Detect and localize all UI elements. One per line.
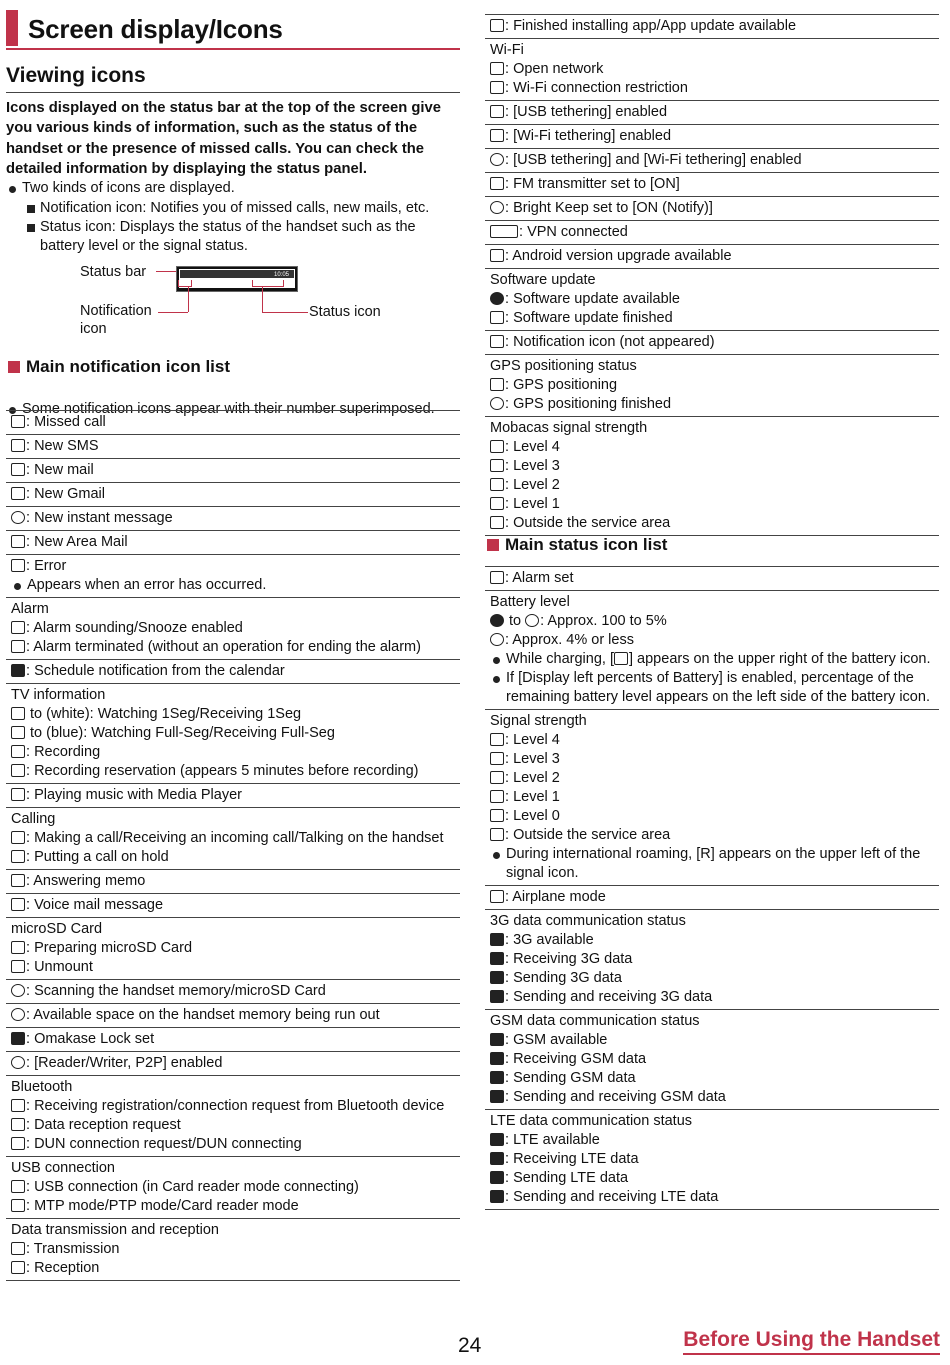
chat-icon [11, 511, 25, 524]
3g-icon [490, 952, 504, 965]
status-bar-image [176, 266, 298, 292]
usb-tethering-icon [490, 105, 504, 118]
notification-icon-table [6, 410, 460, 1281]
table-row: GSM data communication status : GSM available : Receiving GSM data : Sending GSM data : Sending and receiving GSM data [485, 1010, 939, 1110]
answering-memo-icon [11, 874, 25, 887]
table-row: : Alarm set [485, 567, 939, 591]
tv-icon [11, 726, 25, 739]
table-row: : [USB tethering] and [Wi-Fi tethering] enabled [485, 149, 939, 173]
footer-link[interactable]: Before Using the Handset [683, 1328, 940, 1355]
gsm-icon [490, 1052, 504, 1065]
status-bar-time: 10:05 [273, 272, 289, 278]
table-row: : Voice mail message [6, 894, 460, 918]
notification-icon-label: Notification icon [80, 303, 152, 337]
table-row: Mobacas signal strength : Level 4 : Level 3 : Level 2 : Level 1 : Outside the service area [485, 417, 939, 536]
table-row: : FM transmitter set to [ON] [485, 173, 939, 197]
table-row: : Playing music with Media Player [6, 784, 460, 808]
3g-icon [490, 971, 504, 984]
gsm-icon [490, 1090, 504, 1103]
status-icon-table [485, 566, 939, 1210]
table-row: : New SMS [6, 435, 460, 459]
notification-list-note: Some notification icons appear with their number superimposed. [6, 400, 476, 419]
airplane-icon [490, 890, 504, 903]
table-row: : New mail [6, 459, 460, 483]
page-title-text: Screen display/Icons [28, 14, 283, 44]
music-icon [11, 788, 25, 801]
usb-icon [11, 1199, 25, 1212]
signal-icon [490, 790, 504, 803]
fm-transmitter-icon [490, 177, 504, 190]
signal-out-icon [490, 828, 504, 841]
status-list-heading: Main status icon list [487, 535, 667, 555]
usb-icon [11, 1180, 25, 1193]
bluetooth-dun-icon [11, 1137, 25, 1150]
table-row: : Notification icon (not appeared) [485, 331, 939, 355]
sd-card-unmount-icon [11, 960, 25, 973]
bullet-two-kinds: Two kinds of icons are displayed. [6, 179, 476, 198]
missed-call-icon [11, 415, 25, 428]
lte-icon [490, 1171, 504, 1184]
3g-icon [490, 990, 504, 1003]
android-upgrade-icon [490, 249, 504, 262]
list-item: Status icon: Displays the status of the handset such as the battery level or the signal status. [26, 218, 458, 256]
table-row: : New Area Mail [6, 531, 460, 555]
calendar-icon [11, 664, 25, 677]
scan-icon [11, 984, 25, 997]
table-row: : [Reader/Writer, P2P] enabled [6, 1052, 460, 1076]
app-update-icon [490, 19, 504, 32]
table-row: GPS positioning status : GPS positioning : GPS positioning finished [485, 355, 939, 417]
table-row: : Android version upgrade available [485, 245, 939, 269]
bright-keep-icon [490, 201, 504, 214]
bluetooth-data-icon [11, 1118, 25, 1131]
section-heading: Viewing icons [6, 64, 460, 93]
table-row: Battery level to : Approx. 100 to 5% : Approx. 4% or less While charging, [ ] appears on the upper right of the battery icon. If [Display left percents of Battery] is enabled, percentage of the remaining battery level appears on the left side of the battery icon. [485, 591, 939, 710]
left-column [6, 0, 460, 1276]
gsm-icon [490, 1033, 504, 1046]
table-row: microSD Card : Preparing microSD Card : Unmount [6, 918, 460, 980]
table-row: : New Gmail [6, 483, 460, 507]
table-row: : Scanning the handset memory/microSD Card [6, 980, 460, 1004]
mobacas-signal-icon [490, 478, 504, 491]
software-update-done-icon [490, 311, 504, 324]
table-row: : Answering memo [6, 870, 460, 894]
software-update-icon [490, 292, 504, 305]
record-reservation-icon [11, 764, 25, 777]
table-row: : Schedule notification from the calendar [6, 660, 460, 684]
icon-kind-list [26, 199, 458, 256]
lte-icon [490, 1190, 504, 1203]
title-accent-bar [6, 10, 18, 46]
status-bar-label: Status bar [80, 264, 147, 280]
alarm-off-icon [11, 640, 25, 653]
charging-icon [614, 652, 628, 665]
mail-icon [11, 463, 25, 476]
battery-low-icon [490, 633, 504, 646]
bluetooth-icon [11, 1099, 25, 1112]
notification-list-heading: Main notification icon list [8, 357, 230, 377]
callout-line [158, 312, 188, 313]
lte-icon [490, 1133, 504, 1146]
table-row: : [Wi-Fi tethering] enabled [485, 125, 939, 149]
table-row: : Airplane mode [485, 886, 939, 910]
gmail-icon [11, 487, 25, 500]
voicemail-icon [11, 898, 25, 911]
sms-icon [11, 439, 25, 452]
wifi-icon [490, 62, 504, 75]
record-icon [11, 745, 25, 758]
mobacas-signal-icon [490, 459, 504, 472]
signal-icon [490, 809, 504, 822]
notification-bracket [178, 280, 192, 287]
list-item: Notification icon: Notifies you of missed calls, new mails, etc. [26, 199, 458, 218]
plus-icon [490, 335, 504, 348]
lte-icon [490, 1152, 504, 1165]
gps-icon [490, 378, 504, 391]
table-row: USB connection : USB connection (in Card reader mode connecting) : MTP mode/PTP mode/Card reader mode [6, 1157, 460, 1219]
status-bracket [252, 280, 284, 287]
sd-card-icon [11, 941, 25, 954]
storage-low-icon [11, 1008, 25, 1021]
table-row: 3G data communication status : 3G available : Receiving 3G data : Sending 3G data : Sending and receiving 3G data [485, 910, 939, 1010]
nfc-icon [11, 1056, 25, 1069]
signal-icon [490, 733, 504, 746]
mobacas-signal-icon [490, 440, 504, 453]
tv-icon [11, 707, 25, 720]
wifi-tethering-icon [490, 129, 504, 142]
wifi-restricted-icon [490, 81, 504, 94]
notification-icon-table-continued [485, 14, 939, 536]
warning-icon [11, 559, 25, 572]
callout-line [188, 286, 189, 312]
table-row: Calling : Making a call/Receiving an incoming call/Talking on the handset : Putting a call on hold [6, 808, 460, 870]
alarm-icon [11, 621, 25, 634]
table-row: Signal strength : Level 4 : Level 3 : Level 2 : Level 1 : Level 0 : Outside the service area During international roaming, [R] appears on the upper left of the signal icon. [485, 710, 939, 886]
battery-icon [490, 614, 504, 627]
table-row: : Available space on the handset memory being run out [6, 1004, 460, 1028]
gsm-icon [490, 1071, 504, 1084]
callout-line [262, 312, 308, 313]
table-row: Data transmission and reception : Transmission : Reception [6, 1219, 460, 1281]
table-row: : Missed call [6, 411, 460, 435]
page-number: 24 [458, 1334, 482, 1357]
table-row: : New instant message [6, 507, 460, 531]
table-row: Alarm : Alarm sounding/Snooze enabled : Alarm terminated (without an operation for ending the alarm) [6, 598, 460, 660]
table-row: : [USB tethering] enabled [485, 101, 939, 125]
signal-icon [490, 752, 504, 765]
mobacas-signal-icon [490, 497, 504, 510]
table-row: LTE data communication status : LTE available : Receiving LTE data : Sending LTE data : Sending and receiving LTE data [485, 1110, 939, 1210]
page-title [6, 8, 460, 50]
signal-icon [490, 771, 504, 784]
table-row: Wi-Fi : Open network : Wi-Fi connection restriction [485, 39, 939, 101]
status-bar-diagram [6, 260, 460, 340]
callout-line [156, 271, 176, 272]
table-row: : Omakase Lock set [6, 1028, 460, 1052]
lock-icon [11, 1032, 25, 1045]
table-row: : VPN connected [485, 221, 939, 245]
tethering-both-icon [490, 153, 504, 166]
table-row: TV information to (white): Watching 1Seg/Receiving 1Seg to (blue): Watching Full-Seg/Receiving Full-Seg : Recording : Recording reservation (appears 5 minutes before recording) [6, 684, 460, 784]
phone-icon [11, 831, 25, 844]
callout-line [262, 286, 263, 312]
table-row: Software update : Software update available : Software update finished [485, 269, 939, 331]
battery-icon [525, 614, 539, 627]
table-row: : Finished installing app/App update available [485, 15, 939, 39]
status-icon-label: Status icon [309, 304, 381, 320]
mobacas-out-icon [490, 516, 504, 529]
area-mail-icon [11, 535, 25, 548]
upload-icon [11, 1242, 25, 1255]
table-row: Bluetooth : Receiving registration/connection request from Bluetooth device : Data reception request : DUN connection request/DUN connecting [6, 1076, 460, 1157]
alarm-set-icon [490, 571, 504, 584]
phone-hold-icon [11, 850, 25, 863]
gps-fixed-icon [490, 397, 504, 410]
download-icon [11, 1261, 25, 1274]
3g-icon [490, 933, 504, 946]
table-row: : Error Appears when an error has occurred. [6, 555, 460, 598]
intro-paragraph: Icons displayed on the status bar at the top of the screen give you various kinds of information, such as the status of the handset or the presence of missed calls. You can check the detailed information by displaying the status panel. [6, 100, 441, 177]
vpn-key-icon [490, 225, 518, 238]
table-row: : Bright Keep set to [ON (Notify)] [485, 197, 939, 221]
